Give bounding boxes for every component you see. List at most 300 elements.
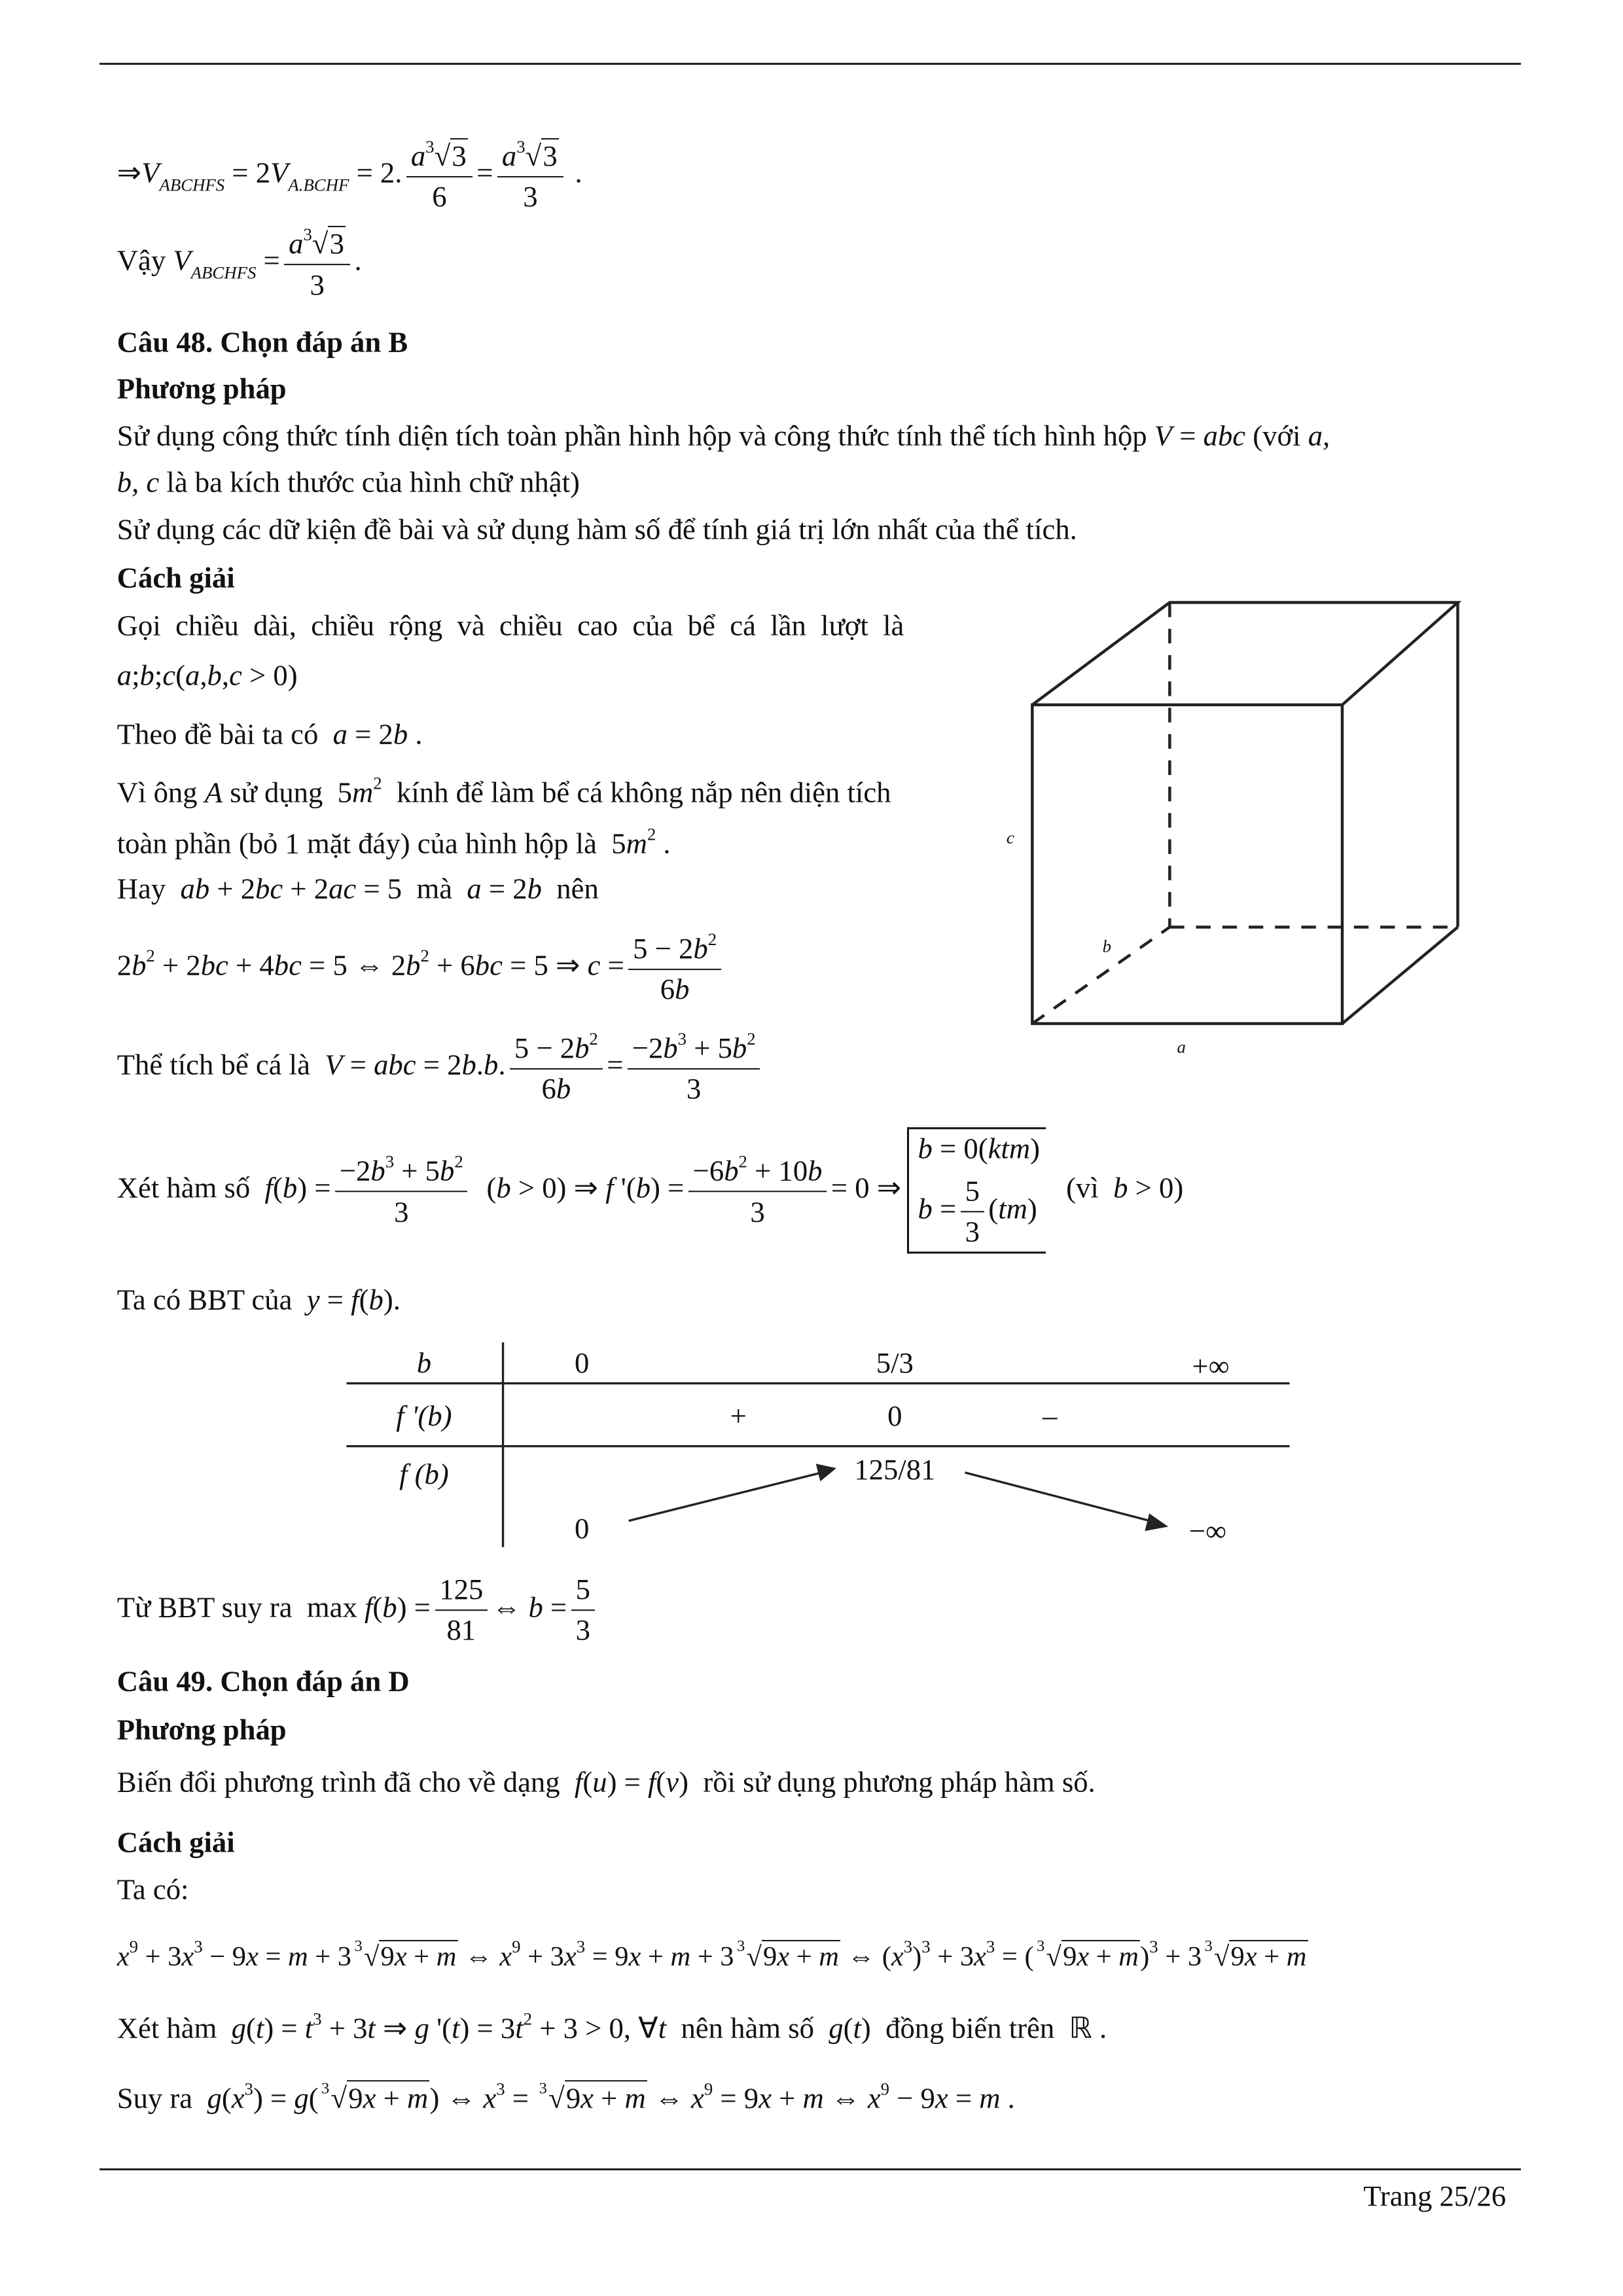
- method-heading: [117, 372, 287, 406]
- math-variable: x: [867, 2081, 881, 2115]
- text-run: Câu 48. Chọn đáp án B: [116, 325, 408, 359]
- root-index: 3: [736, 1937, 745, 1955]
- text-run: sử dụng 5: [223, 776, 353, 809]
- text-run: ;: [132, 658, 140, 692]
- paragraph: [117, 609, 904, 643]
- text-run: > 0): [1128, 1170, 1184, 1204]
- superscript: 2: [454, 1151, 463, 1172]
- fraction: [406, 137, 472, 214]
- math-variable: f: [647, 1765, 656, 1799]
- text-run: + 4: [228, 948, 274, 982]
- text-run: (: [308, 2081, 319, 2115]
- math-variable: b: [663, 1031, 678, 1065]
- superscript: 2: [523, 2008, 533, 2028]
- math-variable: b: [483, 1048, 499, 1081]
- cube-root-sign: [1037, 1937, 1061, 1973]
- fraction: [961, 1174, 984, 1249]
- superscript: 9: [129, 1937, 138, 1957]
- text-run: (: [988, 1192, 999, 1225]
- superscript: 2: [373, 772, 382, 793]
- math-variable: g: [829, 2011, 844, 2044]
- math-variable: x: [483, 2081, 497, 2115]
- math-variable: x: [1244, 1941, 1257, 1973]
- subscript: A.BCHF: [288, 175, 349, 195]
- math-variable: V: [173, 243, 191, 277]
- numerator: [406, 137, 472, 177]
- math-variable: m: [352, 776, 374, 809]
- math-variable: f: [351, 1283, 359, 1316]
- superscript: 3: [921, 1937, 931, 1957]
- text-run: =: [600, 948, 624, 982]
- math-variable: abc: [374, 1048, 416, 1081]
- math-variable: x: [245, 1941, 259, 1973]
- math-variable: c: [162, 658, 176, 692]
- text-run: +: [1257, 1941, 1287, 1973]
- denominator: [961, 1212, 984, 1249]
- header-rule: [99, 63, 1521, 65]
- radical-sign-icon: √: [548, 2081, 565, 2115]
- text-run: + 2: [283, 872, 329, 905]
- superscript: 3: [194, 1937, 203, 1957]
- text-run: nên hàm số: [666, 2011, 829, 2044]
- text-run: Vậy: [116, 243, 173, 277]
- math-variable: f: [605, 1170, 614, 1204]
- superscript: 3: [903, 1937, 913, 1957]
- text-run: ⇔: [457, 1941, 500, 1973]
- math-variable: x: [935, 2081, 948, 2115]
- math-variable: b: [207, 658, 222, 692]
- text-run: ⇒: [116, 156, 142, 189]
- math-variable: b: [139, 658, 154, 692]
- math-variable: m: [626, 827, 647, 860]
- superscript: 9: [880, 2079, 890, 2099]
- paragraph: [117, 658, 298, 692]
- solution-cases: [907, 1127, 1046, 1253]
- superscript: 3: [385, 1151, 395, 1172]
- numerator: [628, 929, 721, 970]
- radicand: [565, 2080, 647, 2114]
- numerator: [497, 137, 563, 177]
- math-variable: t: [452, 2011, 460, 2044]
- math-variable: b: [527, 872, 542, 905]
- math-variable: m: [802, 2081, 824, 2115]
- text-run: (: [843, 2011, 853, 2044]
- text-run: =: [1172, 419, 1204, 452]
- math-variable: b: [918, 1192, 933, 1225]
- bbt-row-derivative-label: f '(b): [396, 1399, 452, 1432]
- conclusion-volume: [117, 224, 362, 302]
- decreasing-arrow: [965, 1473, 1155, 1522]
- superscript: 3: [244, 2079, 253, 2099]
- bbt-b-start: 0: [575, 1346, 590, 1380]
- formula: [117, 1573, 599, 1647]
- text-run: −2: [339, 1154, 371, 1187]
- text-run: '(: [613, 1170, 636, 1204]
- cube-root: [1202, 1937, 1308, 1973]
- radical-sign-icon: √: [1214, 1941, 1230, 1973]
- math-variable: b: [439, 1154, 455, 1187]
- text-run: (: [372, 1590, 383, 1624]
- numerator: [284, 224, 349, 265]
- text-run: Ta có:: [116, 1872, 189, 1905]
- math-variable: y: [306, 1283, 320, 1316]
- math-variable: x: [628, 1941, 641, 1973]
- numerator: [628, 1029, 760, 1069]
- text-run: (: [359, 1283, 369, 1316]
- superscript: 2: [420, 946, 429, 966]
- text-run: 3: [750, 1195, 765, 1229]
- math-variable: ac: [329, 872, 357, 905]
- math-variable: b: [675, 973, 690, 1006]
- paragraph: [117, 824, 671, 860]
- text-run: = 2: [481, 872, 527, 905]
- cube-root: [734, 1937, 841, 1973]
- text-run: = (: [995, 1941, 1034, 1973]
- math-variable: b: [496, 1170, 511, 1204]
- math-variable: V: [270, 156, 289, 189]
- math-variable: b: [556, 1072, 571, 1105]
- paragraph: [117, 773, 891, 809]
- text-run: = 2: [416, 1048, 462, 1081]
- math-variable: a: [467, 872, 482, 905]
- text-run: 9: [1063, 1941, 1077, 1973]
- text-run: =: [258, 1941, 288, 1973]
- math-variable: b: [1113, 1170, 1128, 1204]
- superscript: 2: [647, 824, 656, 844]
- math-variable: x: [891, 1941, 904, 1973]
- text-run: + 3: [520, 1941, 564, 1973]
- numerator: [435, 1573, 488, 1611]
- math-variable: b: [282, 1170, 298, 1204]
- text-run: + 2: [209, 872, 256, 905]
- text-run: = 5 ⇒: [502, 948, 588, 982]
- math-variable: f: [364, 1590, 373, 1624]
- math-variable: b: [406, 948, 421, 982]
- radical-sign-icon: √: [330, 2081, 348, 2115]
- radicand: 3: [541, 138, 559, 172]
- text-run: Theo đề bài ta có: [116, 717, 333, 750]
- cube-edge-top: [1032, 602, 1457, 704]
- square-root: [526, 139, 559, 173]
- text-run: ): [1030, 1132, 1040, 1165]
- bbt-sign-plus: +: [730, 1399, 747, 1432]
- superscript: 2: [589, 1029, 598, 1049]
- text-run: .: [498, 1048, 506, 1081]
- math-variable: x: [974, 1941, 986, 1973]
- math-variable: b: [918, 1132, 933, 1165]
- formula: [117, 2009, 1107, 2045]
- radicand: 3: [328, 226, 346, 260]
- radical-sign-icon: √: [1046, 1941, 1061, 1973]
- text-run: ⇔ (: [840, 1941, 891, 1973]
- radical-sign-icon: √: [525, 139, 542, 173]
- text-run: .: [656, 827, 671, 860]
- fraction: [497, 137, 563, 214]
- bbt-row-b-label: b: [416, 1346, 432, 1380]
- superscript: 3: [1149, 1937, 1158, 1957]
- math-variable: x: [563, 1941, 577, 1973]
- square-root: [435, 139, 468, 173]
- math-variable: f: [264, 1170, 273, 1204]
- text-run: (: [472, 1170, 497, 1204]
- text-run: ) rồi sử dụng phương pháp hàm số.: [679, 1765, 1096, 1799]
- text-run: .: [476, 1048, 484, 1081]
- text-run: +: [771, 2081, 803, 2115]
- math-variable: ab: [180, 872, 210, 905]
- cube-front-face: [1032, 705, 1342, 1024]
- paragraph: [117, 872, 599, 906]
- text-run: 3: [965, 1215, 980, 1248]
- formula: [117, 1937, 1308, 1973]
- math-variable: b: [382, 1590, 397, 1624]
- math-variable: m: [287, 1941, 308, 1973]
- math-variable: x: [499, 1941, 512, 1973]
- denominator: [442, 1611, 480, 1647]
- math-variable: b: [370, 1154, 385, 1187]
- paragraph: [117, 1873, 189, 1906]
- arrowhead-icon: [816, 1463, 836, 1481]
- text-run: ) =: [397, 1590, 431, 1624]
- math-variable: g: [231, 2011, 246, 2044]
- text-run: ) đồng biến trên ℝ .: [861, 2011, 1107, 2044]
- math-variable: x: [758, 2081, 772, 2115]
- text-run: Xét hàm: [116, 2011, 232, 2044]
- text-run: Câu 49. Chọn đáp án D: [116, 1664, 410, 1698]
- math-variable: m: [436, 1941, 457, 1973]
- cube-hidden-edge: [1032, 927, 1169, 1023]
- math-variable: t: [853, 2011, 861, 2044]
- numerator: [335, 1152, 467, 1193]
- math-variable: bc: [255, 872, 283, 905]
- text-run: 9: [1230, 1941, 1245, 1973]
- text-run: (vì: [1051, 1170, 1114, 1204]
- math-variable: abc: [1203, 419, 1246, 452]
- math-variable: t: [658, 2011, 667, 2044]
- radical-sign-icon: √: [363, 1941, 380, 1973]
- text-run: − 9: [889, 2081, 935, 2115]
- text-run: + 10: [747, 1154, 808, 1187]
- text-run: ;: [154, 658, 163, 692]
- text-run: 3: [523, 180, 538, 213]
- superscript: 3: [677, 1029, 687, 1049]
- text-run: Sử dụng công thức tính diện tích toàn phần hình hộp và công thức tính thể tích hình hộp: [116, 419, 1154, 452]
- text-run: (: [582, 1765, 593, 1799]
- text-run: nên: [541, 872, 599, 905]
- fraction: [628, 929, 721, 1007]
- denominator: [571, 1611, 595, 1647]
- root-index: 3: [321, 2079, 330, 2097]
- formula-volume: [117, 137, 582, 214]
- text-run: 9: [348, 2081, 363, 2115]
- bbt-b-critical: 5/3: [876, 1346, 914, 1380]
- text-run: (với: [1245, 419, 1308, 452]
- denominator: [519, 177, 543, 214]
- text-run: (: [246, 2011, 256, 2044]
- text-run: = 5 ⇔ 2: [301, 948, 406, 982]
- math-variable: b: [368, 1283, 383, 1316]
- math-variable: g: [414, 2011, 429, 2044]
- bbt-f-end: −∞: [1188, 1515, 1226, 1548]
- text-run: 5: [575, 1573, 590, 1605]
- text-run: + 3: [321, 2011, 368, 2044]
- text-run: Suy ra: [116, 2081, 207, 2115]
- superscript: 9: [512, 1937, 521, 1957]
- text-run: 125: [439, 1573, 484, 1605]
- text-run: = 9: [585, 1941, 629, 1973]
- text-run: Ta có BBT của: [116, 1283, 307, 1316]
- text-run: +: [594, 2081, 625, 2115]
- text-run: + 3: [308, 1941, 352, 1973]
- math-variable: V: [141, 156, 160, 189]
- math-variable: x: [691, 2081, 704, 2115]
- text-run: Phương pháp: [116, 372, 287, 405]
- formula: [117, 1029, 764, 1106]
- text-run: ) = 3: [459, 2011, 516, 2044]
- text-run: .: [354, 243, 362, 277]
- math-variable: t: [304, 2011, 313, 2044]
- math-variable: b: [724, 1154, 739, 1187]
- text-run: +: [641, 1941, 671, 1973]
- text-run: .: [567, 156, 582, 189]
- text-run: 5 − 2: [633, 932, 694, 965]
- math-variable: x: [394, 1941, 407, 1973]
- math-variable: t: [515, 2011, 524, 2044]
- radical-sign-icon: √: [746, 1941, 762, 1973]
- text-run: (: [175, 658, 185, 692]
- text-run: =: [543, 1590, 567, 1624]
- text-run: = 2: [224, 156, 271, 189]
- text-run: = 9: [713, 2081, 759, 2115]
- text-run: ).: [383, 1283, 401, 1316]
- math-variable: b: [393, 717, 408, 750]
- case-row: [918, 1132, 1039, 1165]
- square-root: [312, 227, 346, 260]
- math-variable: bc: [274, 948, 302, 982]
- text-run: ⇔: [823, 2081, 868, 2115]
- numerator: [510, 1029, 602, 1069]
- formula: [117, 2079, 1015, 2115]
- text-run: kính để làm bể cá không nắp nên diện tích: [382, 776, 891, 809]
- text-run: =: [342, 1048, 374, 1081]
- text-run: =: [932, 1192, 957, 1225]
- text-run: 3: [310, 268, 325, 301]
- math-variable: t: [367, 2011, 376, 2044]
- text-run: 5 − 2: [514, 1031, 575, 1065]
- label-b: b: [1102, 936, 1111, 956]
- text-run: ): [1140, 1941, 1150, 1973]
- cube-root: [351, 1937, 458, 1973]
- text-run: + 3: [690, 1941, 734, 1973]
- math-variable: a: [501, 139, 517, 173]
- text-run: .: [408, 717, 423, 750]
- text-run: > 0): [241, 658, 298, 692]
- text-run: (: [272, 1170, 283, 1204]
- footer-rule: [99, 2168, 1521, 2170]
- bbt-sign-zero: 0: [887, 1399, 902, 1432]
- fraction: [571, 1573, 595, 1647]
- superscript: 2: [707, 929, 717, 950]
- bbt-sign-minus: –: [1042, 1399, 1058, 1432]
- fraction: [335, 1152, 467, 1229]
- math-variable: a: [116, 658, 132, 692]
- paragraph: [117, 512, 1077, 546]
- radicand: [762, 1940, 840, 1972]
- text-run: (: [656, 1765, 666, 1799]
- text-run: =: [476, 156, 493, 189]
- bbt-max-value: 125/81: [854, 1453, 936, 1486]
- math-variable: v: [666, 1765, 679, 1799]
- text-run: (: [221, 2081, 232, 2115]
- paragraph: [117, 419, 1330, 452]
- text-run: 6: [541, 1072, 556, 1105]
- text-run: ) =: [297, 1170, 331, 1204]
- cube-root-sign: [737, 1937, 762, 1973]
- text-run: ,: [221, 658, 230, 692]
- text-run: = 5 mà: [356, 872, 467, 905]
- text-run: 9: [380, 1941, 395, 1973]
- text-run: = 2: [348, 717, 393, 750]
- bbt-row-function-label: f (b): [399, 1458, 449, 1491]
- text-run: ,: [200, 658, 207, 692]
- superscript: 9: [704, 2079, 713, 2099]
- root-index: 3: [1204, 1937, 1213, 1955]
- cube-root: [536, 2079, 647, 2115]
- text-run: = 2.: [349, 156, 402, 189]
- text-run: + 3: [1158, 1941, 1202, 1973]
- text-run: + 3 > 0, ∀: [532, 2011, 658, 2044]
- text-run: Thể tích bể cá là: [116, 1048, 325, 1081]
- text-run: + 5: [394, 1154, 440, 1187]
- text-run: Vì ông: [116, 776, 205, 809]
- math-variable: m: [1286, 1941, 1307, 1973]
- superscript: 3: [425, 137, 435, 157]
- text-run: .: [1000, 2081, 1015, 2115]
- math-variable: m: [819, 1941, 839, 1973]
- cube-root-sign: [321, 2079, 347, 2115]
- label-a: a: [1177, 1037, 1186, 1057]
- paragraph: [117, 466, 580, 499]
- page-number: Trang 25/26: [1363, 2179, 1507, 2212]
- superscript: 2: [738, 1151, 747, 1172]
- math-variable: V: [325, 1048, 343, 1081]
- text-run: +: [1089, 1941, 1119, 1973]
- math-variable: b: [132, 948, 147, 982]
- text-run: − 9: [202, 1941, 246, 1973]
- text-run: −6: [692, 1154, 724, 1187]
- solution-heading: [117, 1825, 235, 1859]
- math-variable: a: [289, 227, 304, 260]
- formula: [117, 929, 726, 1007]
- fraction: [435, 1573, 488, 1647]
- math-variable: V: [1154, 419, 1173, 452]
- text-run: + 5: [687, 1031, 732, 1065]
- math-variable: c: [587, 948, 601, 982]
- superscript: 3: [496, 2079, 505, 2099]
- cube-edge: [1342, 927, 1458, 1023]
- math-variable: a: [185, 658, 200, 692]
- text-run: =: [948, 2081, 980, 2115]
- text-run: 3: [394, 1195, 409, 1229]
- text-run: ) =: [651, 1170, 685, 1204]
- text-run: +: [406, 1941, 437, 1973]
- numerator: [688, 1152, 827, 1193]
- text-run: =: [256, 243, 280, 277]
- text-run: +: [376, 2081, 407, 2115]
- text-run: =: [319, 1283, 351, 1316]
- text-run: 3: [575, 1613, 590, 1647]
- arrowhead-icon: [1145, 1513, 1168, 1531]
- text-run: ): [912, 1941, 922, 1973]
